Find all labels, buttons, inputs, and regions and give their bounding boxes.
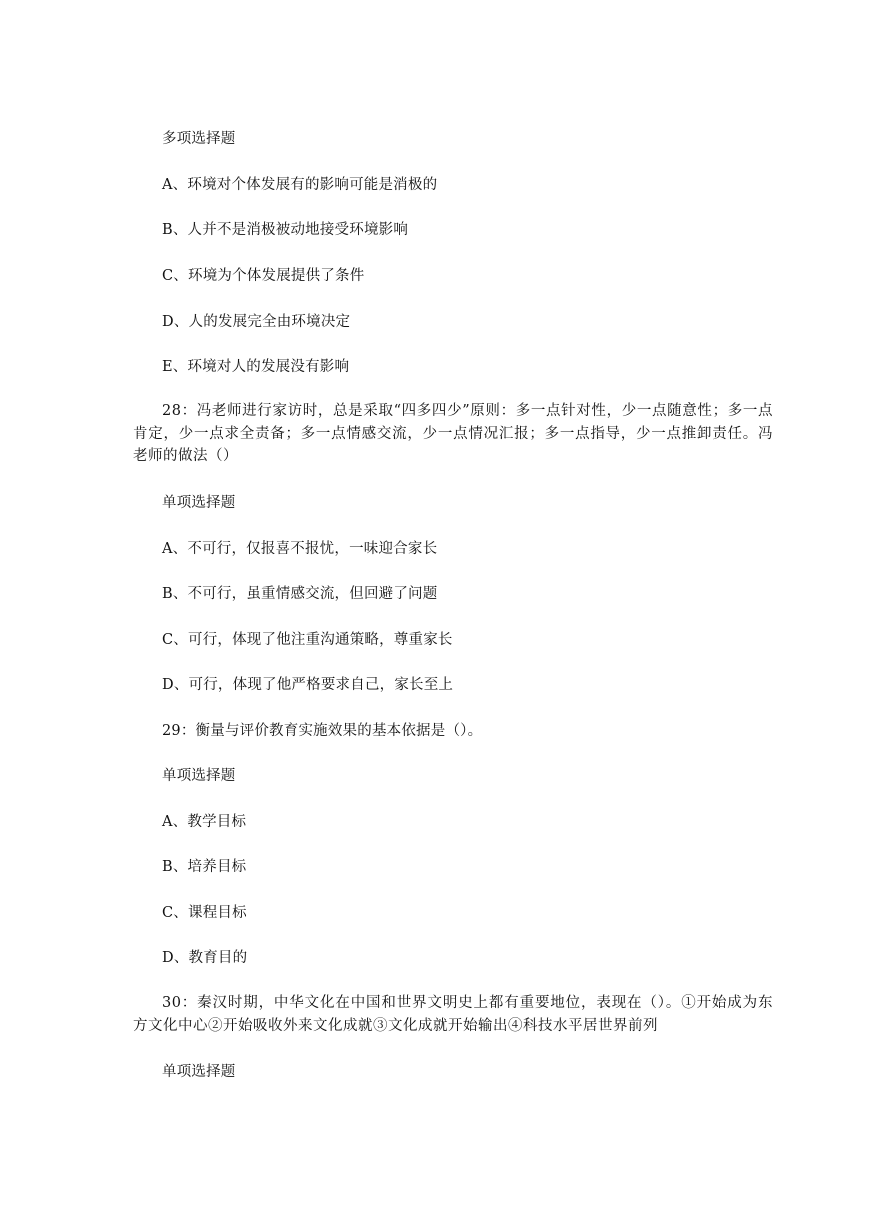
q30-stem: 30：秦汉时期，中华文化在中国和世界文明史上都有重要地位，表现在（）。①开始成为东方文化中心②开始吸收外来文化成就③文化成就开始输出④科技水平居世界前列 (133, 995, 773, 1034)
q28-stem: 28：冯老师进行家访时，总是采取“四多四少”原则：多一点针对性，少一点随意性；多一点肯定，少一点求全责备；多一点情感交流，少一点情况汇报；多一点指导，少一点推卸责任。冯老师的做法（） (133, 403, 773, 464)
q29-option-d: D、教育目的 (162, 950, 248, 966)
q27-option-c: C、环境为个体发展提供了条件 (162, 268, 365, 284)
q28-option-d: D、可行，体现了他严格要求自己，家长至上 (162, 677, 454, 693)
q29-option-b: B、培养目标 (162, 859, 247, 875)
q29-type-label: 单项选择题 (162, 768, 236, 784)
q27-type-label: 多项选择题 (162, 131, 236, 147)
q29-option-a: A、教学目标 (162, 814, 247, 830)
q28-option-b: B、不可行，虽重情感交流，但回避了问题 (162, 586, 438, 602)
q27-option-b: B、人并不是消极被动地接受环境影响 (162, 222, 409, 238)
q28-option-c: C、可行，体现了他注重沟通策略，尊重家长 (162, 632, 453, 648)
q29-option-c: C、课程目标 (162, 905, 247, 921)
q28-option-a: A、不可行，仅报喜不报忧，一味迎合家长 (162, 541, 438, 557)
q27-option-a: A、环境对个体发展有的影响可能是消极的 (162, 177, 438, 193)
q28-type-label: 单项选择题 (162, 495, 236, 511)
q30-type-label: 单项选择题 (162, 1064, 236, 1080)
q27-option-e: E、环境对人的发展没有影响 (162, 359, 350, 375)
q29-stem: 29：衡量与评价教育实施效果的基本依据是（）。 (162, 723, 483, 739)
q27-option-d: D、人的发展完全由环境决定 (162, 314, 351, 330)
